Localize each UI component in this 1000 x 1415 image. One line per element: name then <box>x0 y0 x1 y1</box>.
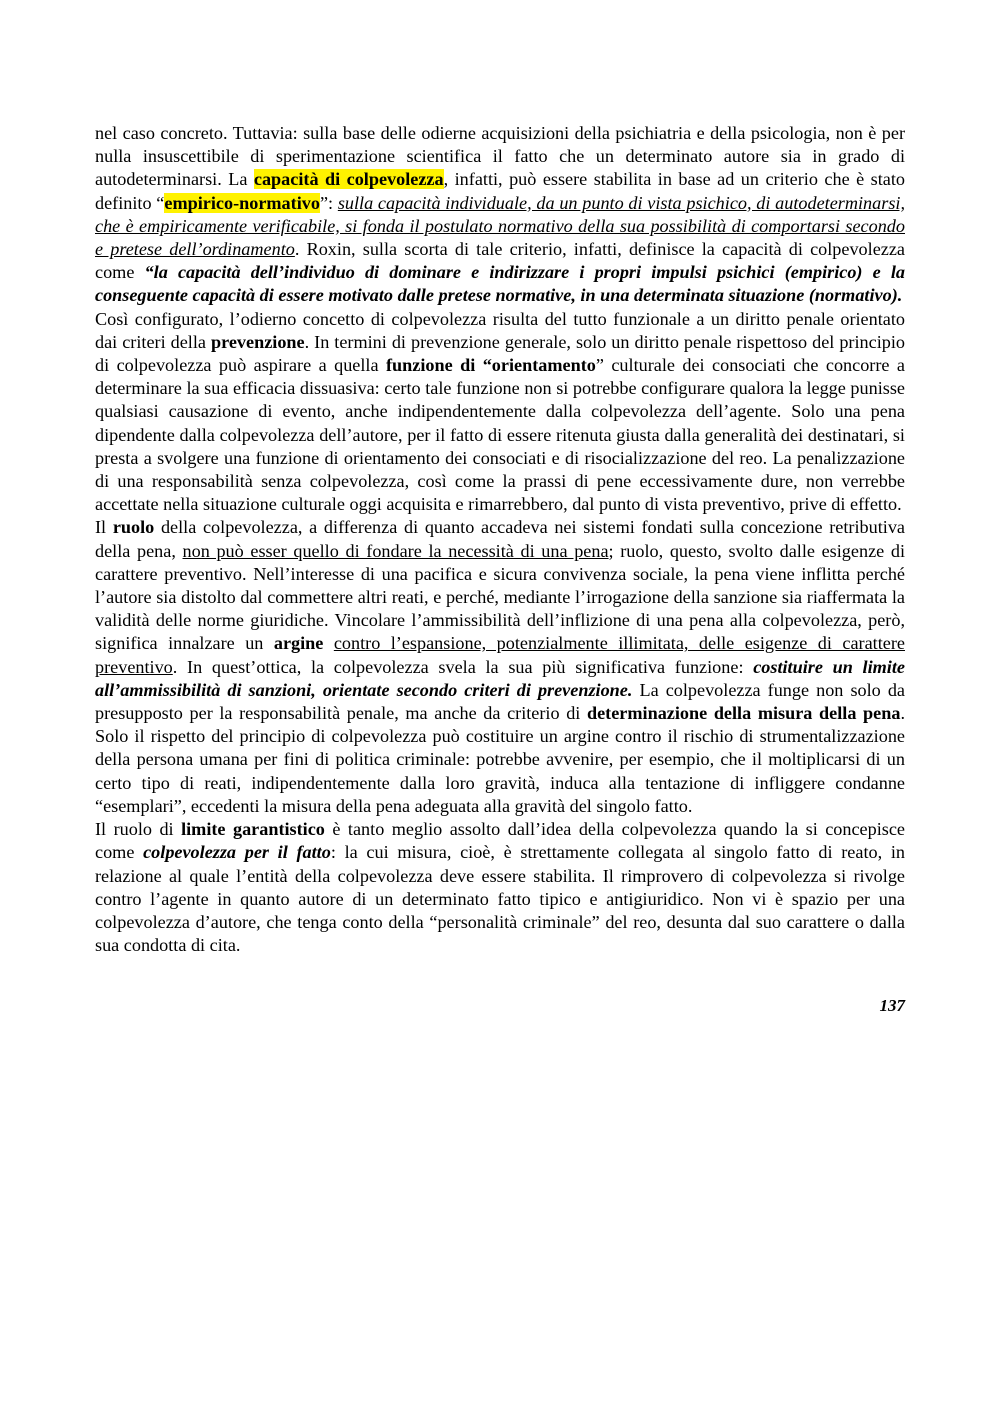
text-run: . In termini di prevenzione generale, solo un diritto penale rispettoso del principio di colpevolezza può aspirare a quella <box>95 331 906 376</box>
text-run: Così configurato, l’odierno concetto di colpevolezza risulta del tutto funzionale a un diritto penale orientato dai criteri della <box>95 308 905 352</box>
text-run: La colpevolezza funge non solo da presupposto per la responsabilità penale, ma anche da criterio di <box>95 679 905 724</box>
bold-term: ruolo <box>112 517 155 538</box>
paragraph-3 <box>95 516 905 818</box>
text-run: Il <box>95 517 113 538</box>
page-number: 137 <box>879 996 905 1015</box>
bold-italic-passage: costituire un limite all’ammissibilità di sanzioni, orientate secondo criteri di prevenzione. <box>95 656 905 700</box>
highlighted-term-capacita: capacità di colpevolezza <box>253 169 444 190</box>
text-run: . Solo il rispetto del principio di colpevolezza può costituire un argine contro il rischio di strumentalizzazione della persona umana per fini di politica criminale: potrebbe avvenire, per esempio, che il moltiplicarsi di un certo tipo di reati, indipendentemente dalla loro gravità, induca alla tentazione di infliggere condanne “esemplari”, eccedenti la misura della pena adeguata alla gravità del singolo fatto. <box>95 703 905 816</box>
document-body <box>95 122 905 957</box>
underlined-passage: contro l’espansione, potenzialmente illimitata, delle esigenze di carattere preventivo <box>95 633 905 677</box>
bold-term: limite garantistico <box>181 819 325 840</box>
text-run: . Roxin, sulla scorta di tale criterio, infatti, definisce la capacità di colpevolezza come <box>95 239 905 283</box>
text-run: nel caso concreto. Tuttavia: sulla base delle odierne acquisizioni della psichiatria e della psicologia, non è per nulla insuscettibile di sperimentazione scientifica il fatto che un determinato autore sia in grado di autodeterminarsi. La <box>95 123 905 190</box>
text-run: , infatti, può essere stabilita in base ad un criterio che è stato definito “ <box>95 169 906 213</box>
text-run: ” culturale dei consociati che concorre a determinare la sua efficacia dissuasiva: certo tale funzione non si potrebbe configurare qualora la legge punisse qualsiasi causazione di evento, anche indipendentemente dalla colpevolezza dell’agente. Solo una pena dipendente dalla colpevolezza dell’autore, per il fatto di essere ritenuta giusta dalla generalità dei destinatari, si presta a svolgere una funzione di orientamento dei consociati e di risocializzazione del reo. La penalizzazione di una responsabilità senza colpevolezza, così come la prassi di pene eccessivamente dure, non verrebbe accettate nella situazione culturale oggi acquisita e rimarrebbero, dal punto di vista preventivo, prive di effetto. <box>95 355 905 515</box>
highlighted-term-empirico: empirico-normativo <box>164 192 320 213</box>
bold-term: argine <box>273 633 324 654</box>
bold-italic-quote: “la capacità dell’individuo di dominare e indirizzare i propri impulsi psichici (empirico) e la conseguente capacità di essere motivato dalle pretese normative, in una determinata situazione (normativo). <box>95 262 905 306</box>
text-run: : la cui misura, cioè, è strettamente collegata al singolo fatto di reato, in relazione al quale l’entità della colpevolezza deve essere stabilita. Il rimprovero di colpevolezza si rivolge contro l’agente in quanto autore di un determinato fatto tipico e antigiuridico. Non vi è spazio per una colpevolezza d’autore, che tenga conto della “personalità criminale” del reo, desunta dal suo carattere o dalla sua condotta di cita. <box>95 842 905 956</box>
underlined-passage: non può esser quello di fondare la necessità di una pena <box>182 540 609 561</box>
underlined-italic-passage: sulla capacità individuale, da un punto di vista psichico, di autodeterminarsi, che è empiricamente verificabile, si fonda il postulato normativo della sua possibilità di comportarsi secondo e pretese dell’ordinamento <box>95 192 905 260</box>
bold-term: funzione di “orientamento <box>385 355 596 376</box>
text-run <box>323 633 333 653</box>
paragraph-4 <box>95 818 905 957</box>
bold-italic-term: colpevolezza per il fatto <box>143 842 331 863</box>
text-run: della colpevolezza, a differenza di quanto accadeva nei sistemi fondati sulla concezione retributiva della pena, <box>95 517 905 561</box>
paragraph-1 <box>95 122 905 308</box>
bold-term: prevenzione <box>210 331 305 352</box>
text-run: ; ruolo, questo, svolto dalle esigenze di carattere preventivo. Nell’interesse di una pacifica e sicura convivenza sociale, la pena viene inflitta perché l’autore sia distolto dal commettere altri reati, e perché, mediante l’irrogazione della sanzione sia riaffermata la validità delle norme giuridiche. Vincolare l’ammissibilità dell’inflizione di una pena alla colpevolezza, però, significa innalzare un <box>95 540 905 654</box>
text-run: . In quest’ottica, la colpevolezza svela la sua più significativa funzione: <box>172 656 754 677</box>
text-run: Il ruolo di <box>95 819 182 840</box>
paragraph-2 <box>95 308 905 517</box>
text-run: è tanto meglio assolto dall’idea della colpevolezza quando la si concepisce come <box>95 819 905 863</box>
text-run: ”: <box>319 192 338 213</box>
bold-term: determinazione della misura della pena <box>586 703 901 724</box>
